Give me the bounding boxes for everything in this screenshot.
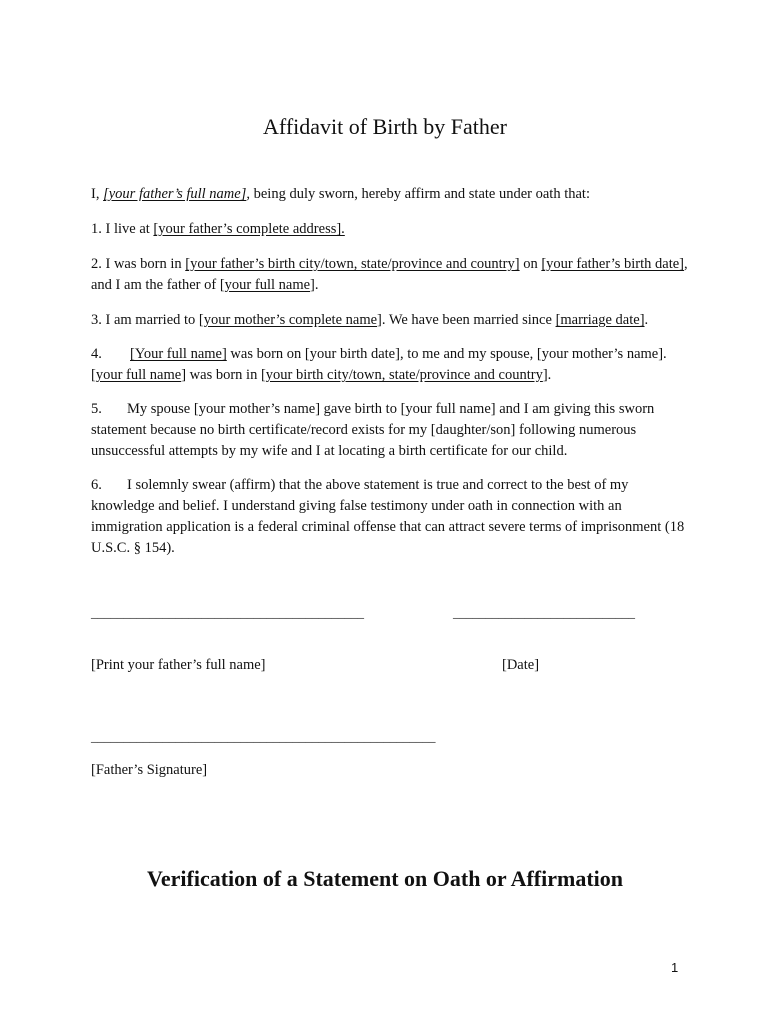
print-name-label: [Print your father’s full name] — [91, 657, 266, 673]
print-name-line: __________________________________________ — [91, 605, 364, 620]
child-name-placeholder: your full name — [224, 277, 311, 293]
p3-text-end: . — [644, 312, 649, 328]
signature-label: [Father’s Signature] — [91, 762, 208, 778]
father-name-placeholder: [your father’s full name] — [103, 186, 247, 202]
paragraph-2 — [91, 254, 691, 296]
p3-text-middle: ]. We have been married since — [377, 312, 556, 328]
mother-name-placeholder: your mother’s complete name — [203, 312, 378, 328]
p2-text-middle: , and I am the father of [ — [91, 256, 688, 293]
intro-text-end: , being duly sworn, hereby affirm and state under oath that: — [246, 186, 590, 202]
paragraph-1 — [91, 219, 691, 240]
father-birthdate-placeholder: [your father’s birth date] — [541, 256, 685, 272]
p1-text: 1. I live at — [91, 221, 154, 237]
p4-number: 4. — [91, 346, 102, 362]
intro-paragraph — [91, 184, 691, 205]
p4-text-end: ]. — [542, 367, 552, 383]
paragraph-5 — [91, 399, 691, 462]
paragraph-4 — [91, 344, 691, 386]
p5-number: 5. — [91, 401, 102, 417]
paragraph-3 — [91, 310, 691, 331]
paragraph-6 — [91, 475, 691, 559]
child-birthplace-placeholder: your birth city/town, state/province and country — [265, 367, 543, 383]
child-name-placeholder-3: your full name — [95, 367, 182, 383]
p2-text-on: on — [519, 256, 542, 272]
verification-heading: Verification of a Statement on Oath or Affirmation — [147, 866, 623, 891]
date-line: ____________________________ — [453, 605, 635, 620]
signature-line: _____________________________________________________ — [91, 729, 436, 744]
p6-number: 6. — [91, 477, 102, 493]
page-number: 1 — [671, 960, 679, 975]
father-birthplace-placeholder: [your father’s birth city/town, state/province and country] — [185, 256, 520, 272]
p2-text-end: ]. — [310, 277, 319, 293]
date-label: [Date] — [502, 657, 540, 673]
father-address-placeholder: [your father’s complete address]. — [153, 221, 345, 237]
intro-text-start: I, — [91, 186, 104, 202]
child-name-placeholder-2: [Your full name] — [130, 346, 227, 362]
p5-text: My spouse [your mother’s name] gave birth to [your full name] and I am giving this sworn statement because no birth certificate/record exists for my [daughter/son] following numerous unsuccessful attempts by my wife and I at locating a birth certificate for our child. — [91, 401, 655, 459]
document-title: Affidavit of Birth by Father — [263, 114, 507, 139]
p4-text-2: ] was born in [ — [181, 367, 266, 383]
p4-text-1: was born on [your birth date], to me and my spouse, [your mother’s name]. [ — [91, 346, 667, 383]
p6-text: I solemnly swear (affirm) that the above statement is true and correct to the best of my knowledge and belief. I understand giving false testimony under oath in connection with an immigration application is a federal criminal offense that can attract severe terms of imprisonment (18 U.S.C. § 154). — [91, 477, 685, 556]
p3-text-start: 3. I am married to [ — [91, 312, 204, 328]
p2-text-start: 2. I was born in — [91, 256, 186, 272]
marriage-date-placeholder: [marriage date] — [555, 312, 645, 328]
